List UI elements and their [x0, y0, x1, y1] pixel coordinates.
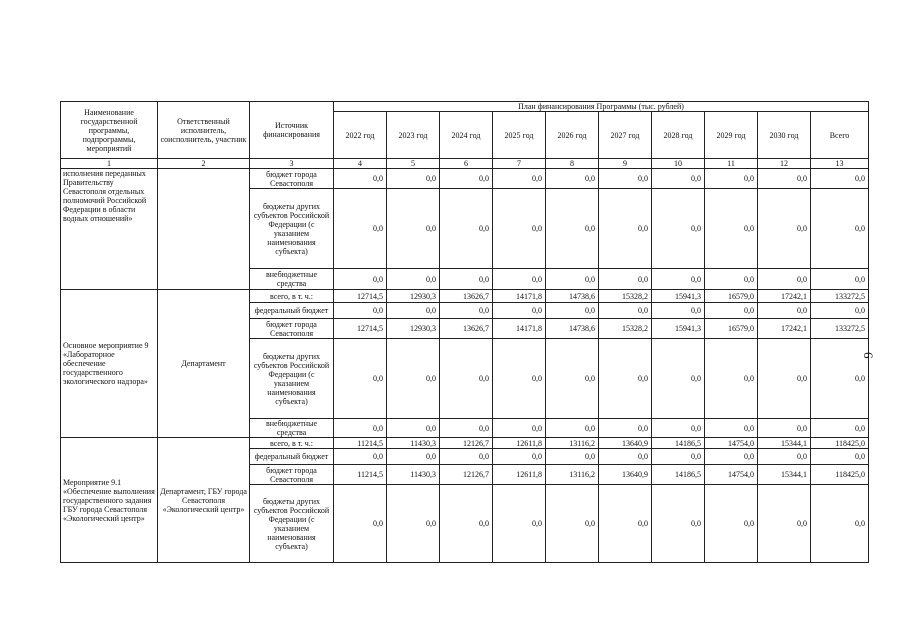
- year-header-cell: 2025 год: [493, 112, 546, 159]
- amount-cell: 0,0: [493, 169, 546, 189]
- amount-cell: 0,0: [493, 269, 546, 290]
- amount-cell: 13640,9: [599, 438, 652, 449]
- amount-cell: 0,0: [546, 169, 599, 189]
- funding-source-cell: бюджет города Севастополя: [250, 319, 334, 339]
- amount-cell: 0,0: [334, 269, 387, 290]
- amount-cell: 0,0: [546, 339, 599, 419]
- amount-cell: 14171,8: [493, 290, 546, 303]
- amount-cell: 0,0: [705, 269, 758, 290]
- amount-cell: 0,0: [387, 449, 440, 465]
- amount-cell: 15344,1: [758, 465, 811, 485]
- measure-name-cell: Мероприятие 9.1 «Обеспечение выполнения государственного задания ГБУ города Севастополя «Экологический центр»: [61, 438, 158, 563]
- amount-cell: 12714,5: [334, 290, 387, 303]
- amount-cell: 0,0: [440, 169, 493, 189]
- amount-cell: 118425,0: [811, 465, 869, 485]
- amount-cell: 0,0: [811, 269, 869, 290]
- amount-cell: 13116,2: [546, 465, 599, 485]
- amount-cell: 0,0: [758, 449, 811, 465]
- amount-cell: 0,0: [652, 169, 705, 189]
- amount-cell: 0,0: [811, 189, 869, 269]
- table-row: [61, 438, 869, 449]
- amount-cell: 0,0: [387, 485, 440, 563]
- header-executor: Ответственный исполнитель, соисполнитель, участник: [158, 102, 250, 159]
- amount-cell: 0,0: [652, 419, 705, 438]
- amount-cell: 0,0: [758, 419, 811, 438]
- amount-cell: 14738,6: [546, 319, 599, 339]
- amount-cell: 0,0: [387, 339, 440, 419]
- funding-source-cell: внебюджетные средства: [250, 419, 334, 438]
- amount-cell: 0,0: [440, 485, 493, 563]
- amount-cell: 0,0: [493, 303, 546, 319]
- column-number-row: [61, 159, 869, 169]
- table-row: [61, 290, 869, 303]
- amount-cell: 0,0: [758, 339, 811, 419]
- amount-cell: 12611,8: [493, 438, 546, 449]
- amount-cell: 12611,8: [493, 465, 546, 485]
- amount-cell: 0,0: [440, 419, 493, 438]
- executor-cell: [158, 169, 250, 290]
- amount-cell: 0,0: [705, 485, 758, 563]
- funding-source-cell: всего, в т. ч.:: [250, 438, 334, 449]
- executor-cell: Департамент, ГБУ города Севастополя «Экологический центр»: [158, 438, 250, 563]
- amount-cell: 0,0: [493, 485, 546, 563]
- amount-cell: 0,0: [705, 419, 758, 438]
- amount-cell: 0,0: [811, 169, 869, 189]
- amount-cell: 0,0: [705, 169, 758, 189]
- amount-cell: 0,0: [811, 419, 869, 438]
- column-number-cell: 12: [758, 159, 811, 169]
- column-number-cell: 3: [250, 159, 334, 169]
- amount-cell: 0,0: [758, 169, 811, 189]
- funding-source-cell: всего, в т. ч.:: [250, 290, 334, 303]
- funding-source-cell: бюджет города Севастополя: [250, 465, 334, 485]
- amount-cell: 11430,3: [387, 438, 440, 449]
- amount-cell: 0,0: [334, 419, 387, 438]
- amount-cell: 0,0: [599, 449, 652, 465]
- amount-cell: 0,0: [705, 303, 758, 319]
- amount-cell: 0,0: [546, 303, 599, 319]
- column-number-cell: 5: [387, 159, 440, 169]
- amount-cell: 0,0: [652, 339, 705, 419]
- amount-cell: 0,0: [758, 269, 811, 290]
- year-header-cell: 2022 год: [334, 112, 387, 159]
- amount-cell: 0,0: [334, 339, 387, 419]
- amount-cell: 15328,2: [599, 319, 652, 339]
- amount-cell: 0,0: [440, 189, 493, 269]
- executor-cell: Департамент: [158, 290, 250, 438]
- amount-cell: 15328,2: [599, 290, 652, 303]
- amount-cell: 13626,7: [440, 290, 493, 303]
- amount-cell: 0,0: [334, 449, 387, 465]
- amount-cell: 0,0: [652, 449, 705, 465]
- amount-cell: 0,0: [758, 485, 811, 563]
- measure-name-cell: Основное мероприятие 9 «Лабораторное обеспечение государственного экологического надзора»: [61, 290, 158, 438]
- column-number-cell: 4: [334, 159, 387, 169]
- funding-source-cell: внебюджетные средства: [250, 269, 334, 290]
- amount-cell: 0,0: [493, 449, 546, 465]
- header-source: Источник финансирования: [250, 102, 334, 159]
- amount-cell: 0,0: [334, 303, 387, 319]
- header-plan: План финансирования Программы (тыс. рублей): [334, 102, 869, 112]
- amount-cell: 133272,5: [811, 290, 869, 303]
- amount-cell: 12930,3: [387, 319, 440, 339]
- amount-cell: 15941,3: [652, 290, 705, 303]
- year-header-cell: 2029 год: [705, 112, 758, 159]
- amount-cell: 15941,3: [652, 319, 705, 339]
- amount-cell: 0,0: [493, 339, 546, 419]
- column-number-cell: 9: [599, 159, 652, 169]
- amount-cell: 0,0: [387, 189, 440, 269]
- amount-cell: 0,0: [599, 189, 652, 269]
- amount-cell: 17242,1: [758, 319, 811, 339]
- amount-cell: 13626,7: [440, 319, 493, 339]
- amount-cell: 0,0: [493, 189, 546, 269]
- amount-cell: 0,0: [387, 303, 440, 319]
- column-number-cell: 7: [493, 159, 546, 169]
- amount-cell: 11214,5: [334, 465, 387, 485]
- amount-cell: 0,0: [652, 269, 705, 290]
- amount-cell: 0,0: [546, 485, 599, 563]
- amount-cell: 0,0: [599, 419, 652, 438]
- amount-cell: 118425,0: [811, 438, 869, 449]
- amount-cell: 0,0: [440, 303, 493, 319]
- amount-cell: 0,0: [493, 419, 546, 438]
- column-number-cell: 2: [158, 159, 250, 169]
- funding-source-cell: бюджеты других субъектов Российской Федерации (с указанием наименования субъекта): [250, 189, 334, 269]
- amount-cell: 0,0: [652, 485, 705, 563]
- amount-cell: 0,0: [334, 169, 387, 189]
- financing-table-page: [60, 101, 869, 563]
- year-header-cell: 2030 год: [758, 112, 811, 159]
- financing-table: [60, 101, 869, 563]
- amount-cell: 0,0: [546, 189, 599, 269]
- year-header-cell: 2024 год: [440, 112, 493, 159]
- funding-source-cell: федеральный бюджет: [250, 303, 334, 319]
- amount-cell: 12930,3: [387, 290, 440, 303]
- amount-cell: 12714,5: [334, 319, 387, 339]
- amount-cell: 15344,1: [758, 438, 811, 449]
- amount-cell: 0,0: [599, 339, 652, 419]
- year-header-cell: 2026 год: [546, 112, 599, 159]
- column-number-cell: 10: [652, 159, 705, 169]
- amount-cell: 14171,8: [493, 319, 546, 339]
- amount-cell: 0,0: [599, 303, 652, 319]
- year-header-cell: 2028 год: [652, 112, 705, 159]
- funding-source-cell: федеральный бюджет: [250, 449, 334, 465]
- amount-cell: 17242,1: [758, 290, 811, 303]
- amount-cell: 0,0: [440, 339, 493, 419]
- amount-cell: 11430,3: [387, 465, 440, 485]
- funding-source-cell: бюджеты других субъектов Российской Федерации (с указанием наименования субъекта): [250, 485, 334, 563]
- year-header-cell: 2023 год: [387, 112, 440, 159]
- amount-cell: 0,0: [334, 189, 387, 269]
- funding-source-cell: бюджеты других субъектов Российской Федерации (с указанием наименования субъекта): [250, 339, 334, 419]
- amount-cell: 0,0: [811, 303, 869, 319]
- amount-cell: 0,0: [652, 303, 705, 319]
- amount-cell: 0,0: [705, 449, 758, 465]
- amount-cell: 14186,5: [652, 438, 705, 449]
- funding-source-cell: бюджет города Севастополя: [250, 169, 334, 189]
- column-number-cell: 6: [440, 159, 493, 169]
- amount-cell: 0,0: [440, 269, 493, 290]
- amount-cell: 0,0: [387, 169, 440, 189]
- amount-cell: 0,0: [334, 485, 387, 563]
- column-number-cell: 11: [705, 159, 758, 169]
- amount-cell: 0,0: [599, 485, 652, 563]
- column-number-cell: 8: [546, 159, 599, 169]
- amount-cell: 12126,7: [440, 465, 493, 485]
- column-number-cell: 13: [811, 159, 869, 169]
- amount-cell: 16579,0: [705, 319, 758, 339]
- amount-cell: 0,0: [387, 419, 440, 438]
- amount-cell: 13116,2: [546, 438, 599, 449]
- column-number-cell: 1: [61, 159, 158, 169]
- amount-cell: 14754,0: [705, 465, 758, 485]
- amount-cell: 0,0: [811, 485, 869, 563]
- amount-cell: 0,0: [599, 169, 652, 189]
- measure-name-cell: исполнения переданных Правительству Севастополя отдельных полномочий Российской Федерации в области водных отношений»: [61, 169, 158, 290]
- amount-cell: 0,0: [440, 449, 493, 465]
- amount-cell: 14738,6: [546, 290, 599, 303]
- table-header: [61, 102, 869, 169]
- amount-cell: 0,0: [546, 269, 599, 290]
- amount-cell: 0,0: [758, 189, 811, 269]
- amount-cell: 0,0: [705, 339, 758, 419]
- amount-cell: 12126,7: [440, 438, 493, 449]
- amount-cell: 0,0: [652, 189, 705, 269]
- amount-cell: 14754,0: [705, 438, 758, 449]
- amount-cell: 0,0: [811, 449, 869, 465]
- amount-cell: 11214,5: [334, 438, 387, 449]
- amount-cell: 13640,9: [599, 465, 652, 485]
- amount-cell: 133272,5: [811, 319, 869, 339]
- amount-cell: 14186,5: [652, 465, 705, 485]
- year-header-cell: 2027 год: [599, 112, 652, 159]
- year-header-cell: Всего: [811, 112, 869, 159]
- amount-cell: 16579,0: [705, 290, 758, 303]
- table-body: [61, 169, 869, 563]
- amount-cell: 0,0: [811, 339, 869, 419]
- amount-cell: 0,0: [758, 303, 811, 319]
- amount-cell: 0,0: [387, 269, 440, 290]
- header-name: Наименование государственной программы, подпрограммы, мероприятий: [61, 102, 158, 159]
- table-row: [61, 169, 869, 189]
- page-number: 6: [861, 352, 876, 359]
- amount-cell: 0,0: [546, 419, 599, 438]
- amount-cell: 0,0: [705, 189, 758, 269]
- amount-cell: 0,0: [546, 449, 599, 465]
- amount-cell: 0,0: [599, 269, 652, 290]
